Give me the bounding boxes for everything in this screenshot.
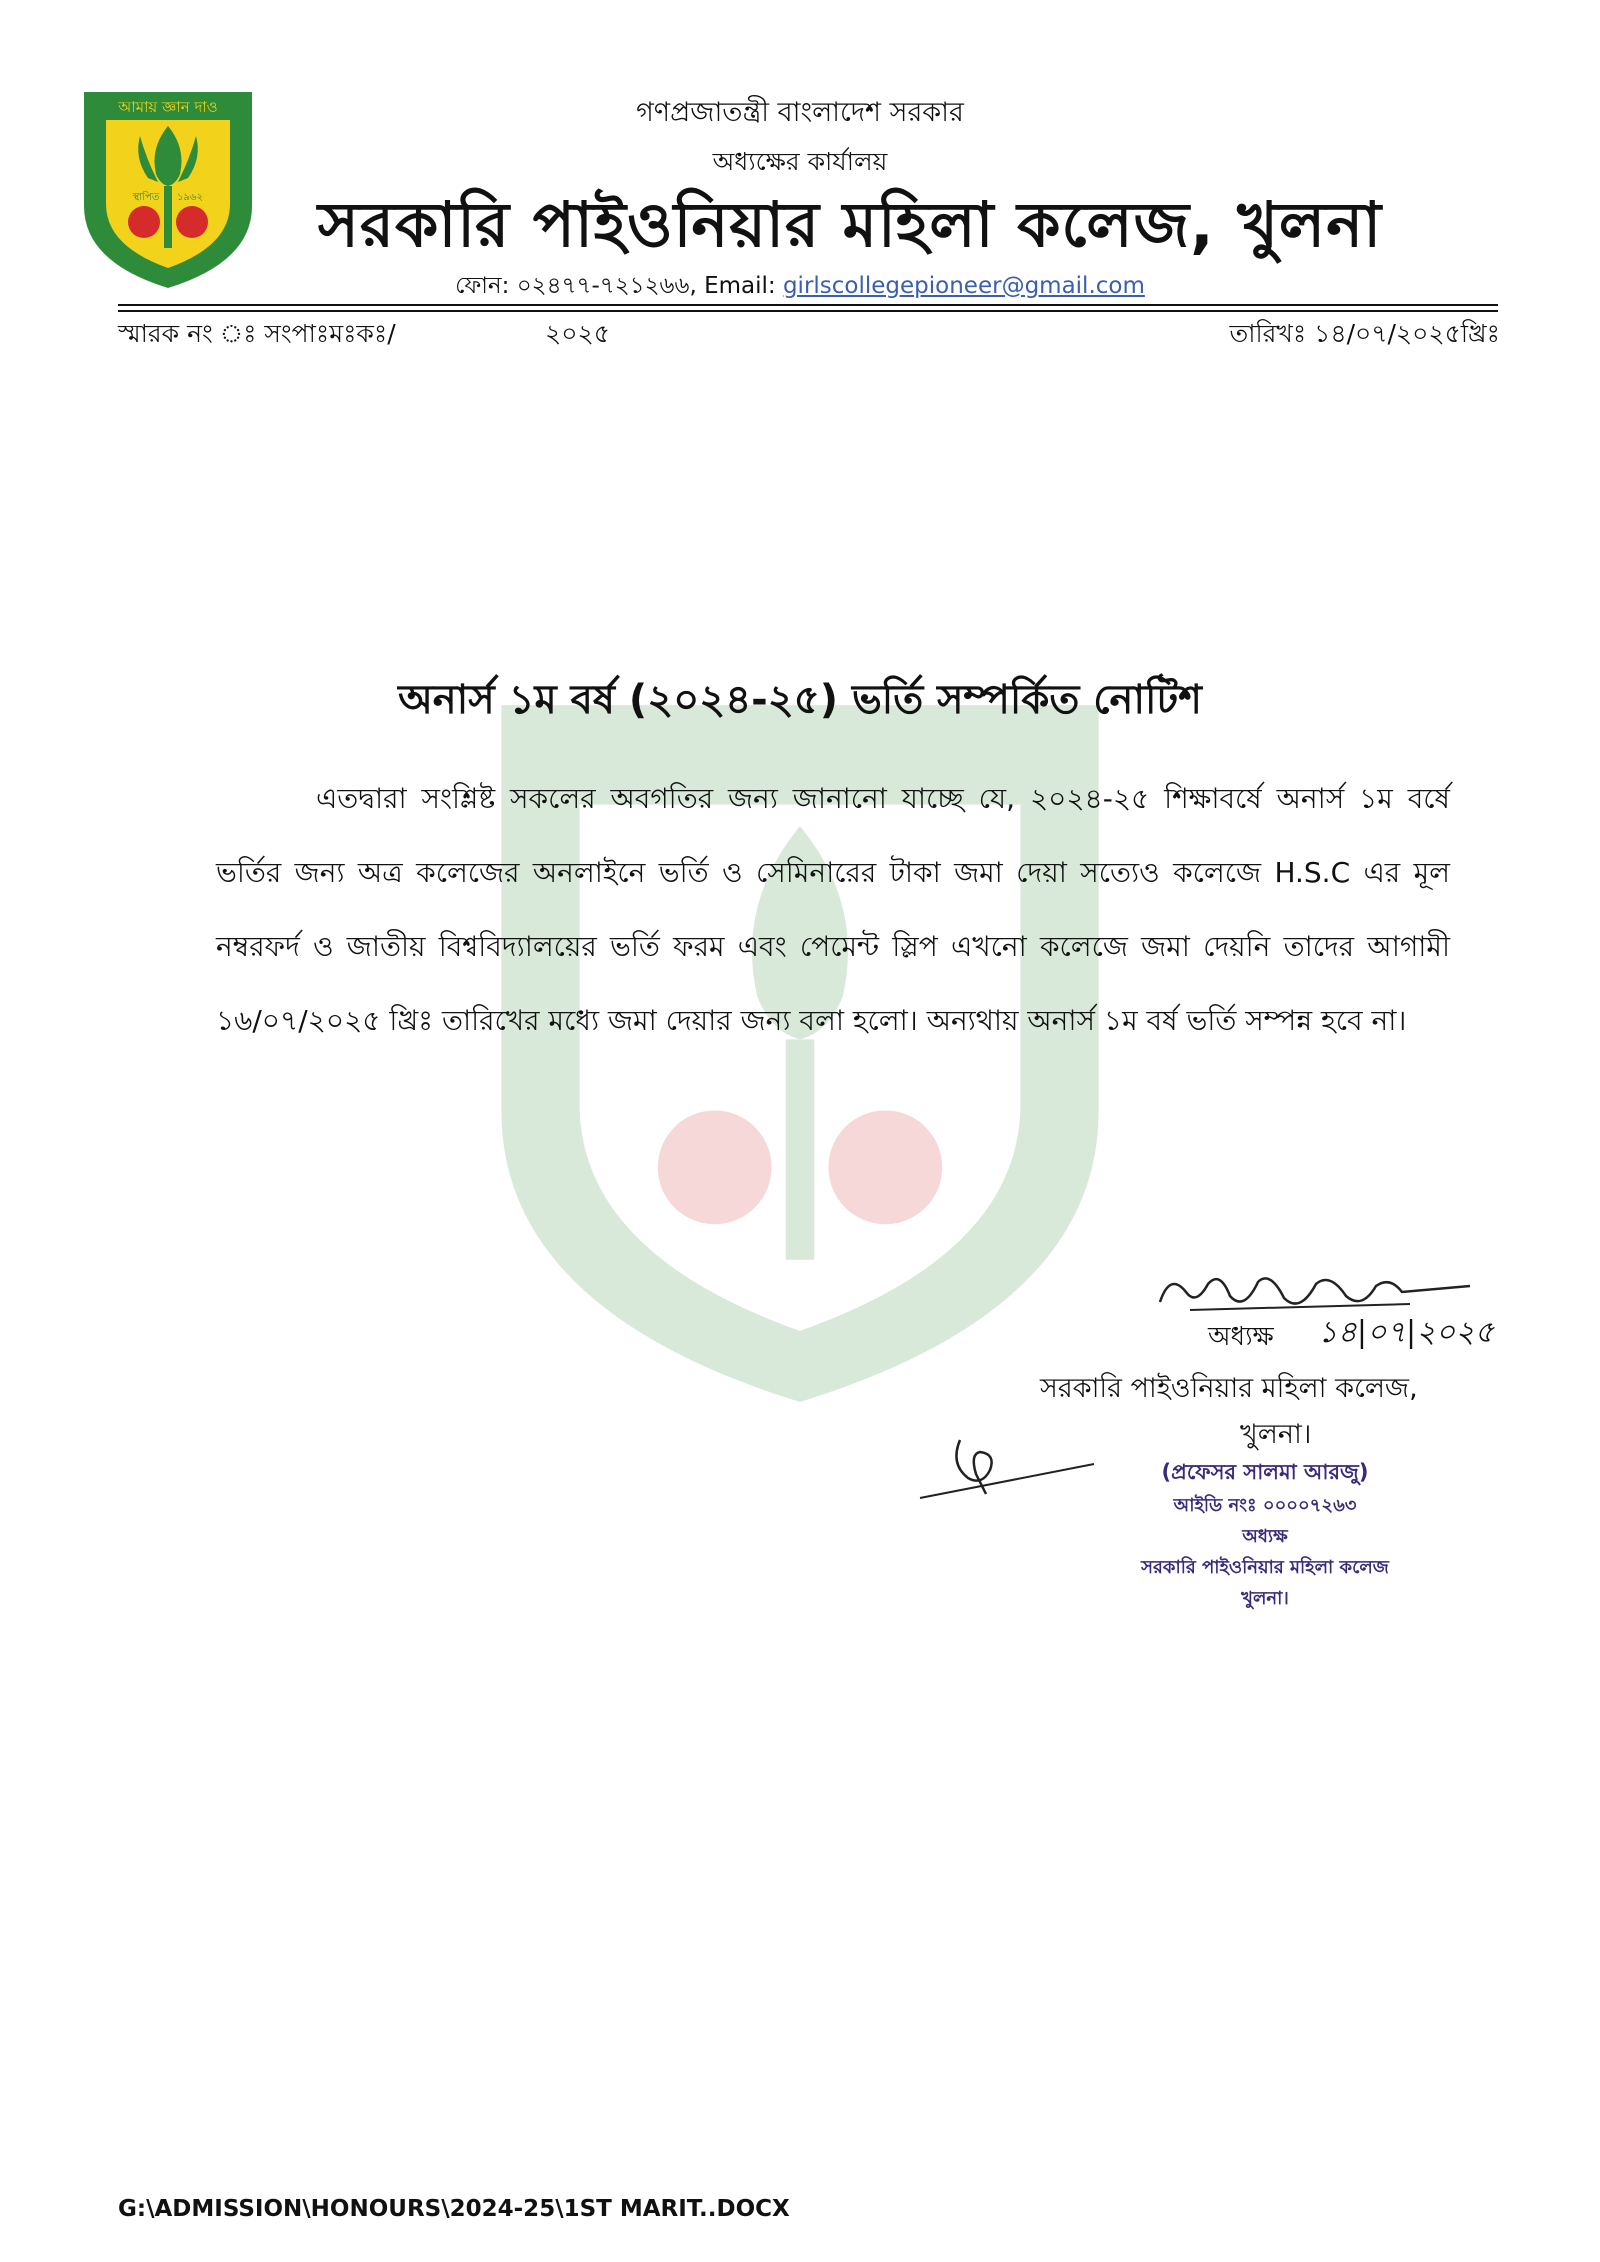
phone-label: ফোন: ০২৪৭৭-৭২১২৬৬, Email:: [455, 273, 776, 299]
header-divider: [118, 310, 1498, 312]
handwritten-date: ১৪|০৭|২০২৫: [1318, 1315, 1495, 1350]
email-link[interactable]: girlscollegepioneer@gmail.com: [782, 273, 1145, 299]
logo-motto: আমায় জ্ঞান দাও: [118, 98, 218, 116]
stamp-id: আইডি নংঃ ০০০০৭২৬৩: [1173, 1495, 1357, 1516]
signatory-city: খুলনা।: [1240, 1419, 1312, 1450]
stamp-title: অধ্যক্ষ: [1242, 1526, 1288, 1547]
header-divider: [118, 304, 1498, 306]
notice-title: অনার্স ১ম বর্ষ (২০২৪-২৫) ভর্তি সম্পর্কিত নোটিশ: [398, 677, 1202, 723]
logo-established-label: স্থাপিত: [132, 192, 160, 203]
office-name: অধ্যক্ষের কার্যালয়: [712, 147, 888, 176]
stamp-city: খুলনা।: [1241, 1588, 1289, 1609]
college-name: সরকারি পাইওনিয়ার মহিলা কলেজ, খুলনা: [317, 188, 1383, 261]
memo-number: স্মারক নং ঃ সংপাঃমঃকঃ/: [118, 319, 396, 348]
notice-date: তারিখঃ ১৪/০৭/২০২৫খ্রিঃ: [1229, 319, 1500, 348]
signatory-title: অধ্যক্ষ: [1208, 1322, 1274, 1352]
contact-line: [0, 267, 1600, 306]
stamp-college: সরকারি পাইওনিয়ার মহিলা কলেজ: [1141, 1557, 1389, 1578]
logo-established-year: ১৯৬২: [177, 192, 203, 203]
government-name: গণপ্রজাতন্ত্রী বাংলাদেশ সরকার: [636, 97, 964, 128]
stamp-name: (প্রফেসর সালমা আরজু): [1161, 1460, 1369, 1484]
official-stamp: [1100, 1456, 1430, 1615]
memo-year: ২০২৫: [545, 319, 610, 348]
stamp-signature: [910, 1424, 1100, 1504]
signatory-college: সরকারি পাইওনিয়ার মহিলা কলেজ,: [1040, 1373, 1418, 1404]
file-path: G:\ADMISSION\HONOURS\2024-25\1ST MARIT..DOCX: [118, 2196, 790, 2222]
notice-body: এতদ্বারা সংশ্লিষ্ট সকলের অবগতির জন্য জানানো যাচ্ছে যে, ২০২৪-২৫ শিক্ষাবর্ষে অনার্স ১ম বর্ষে ভর্তির জন্য অত্র কলেজের অনলাইনে ভর্তি ও সেমিনারের টাকা জমা দেয়া সত্যেও কলেজে H.S.C এর মূল নম্বরফর্দ ও জাতীয় বিশ্ববিদ্যালয়ের ভর্তি ফরম এবং পেমেন্ট স্লিপ এখনো কলেজে জমা দেয়নি তাদের আগামী ১৬/০৭/২০২৫ খ্রিঃ তারিখের মধ্যে জমা দেয়ার জন্য বলা হলো। অন্যথায় অনার্স ১ম বর্ষ ভর্তি সম্পন্ন হবে না।: [216, 782, 1450, 1037]
